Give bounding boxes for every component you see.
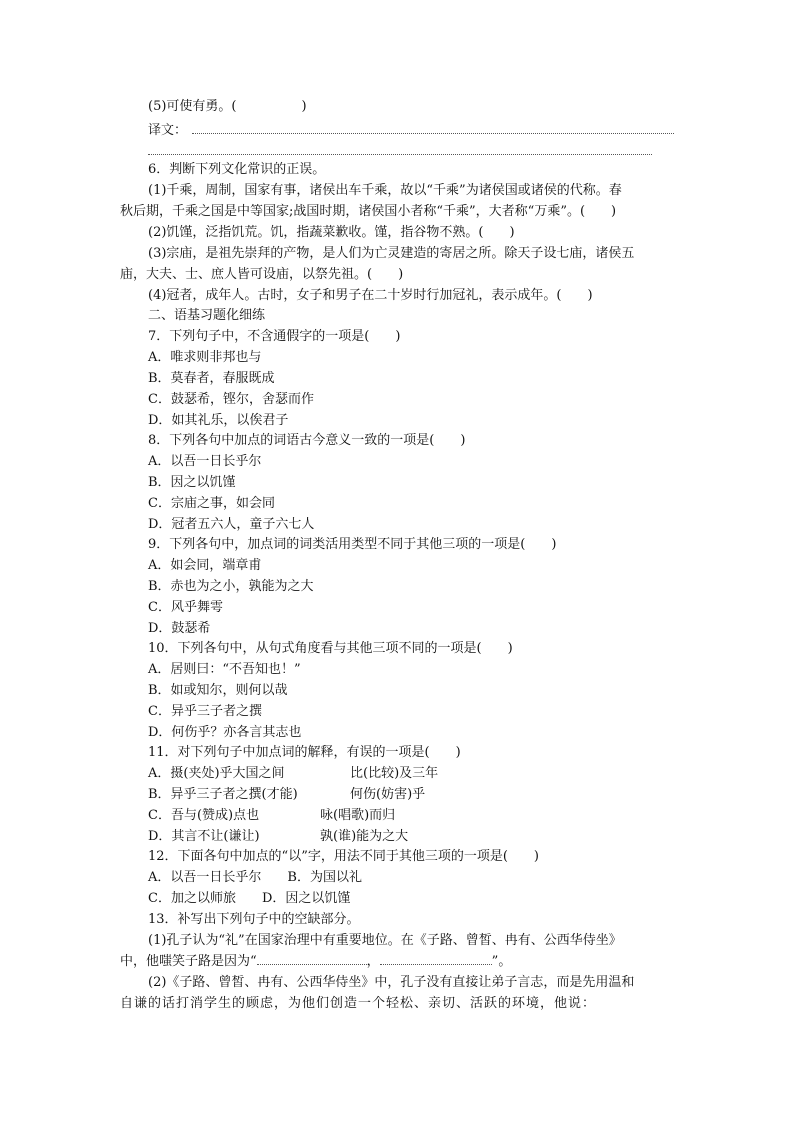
q6-item-3a: (3)宗庙，是祖先崇拜的产物，是人们为亡灵建造的寄居之所。除天子设七庙，诸侯五 <box>148 246 635 261</box>
q13-blank-1[interactable] <box>257 952 367 965</box>
q5-item: (5)可使有勇。( ) <box>148 99 307 114</box>
q11-option-d-part2: 孰(谁)能为之大 <box>320 829 409 844</box>
translation-answer-line-1[interactable] <box>192 133 674 134</box>
q13-item-1b <box>120 952 694 971</box>
q12-stem: 12．下面各句中加点的“以”字，用法不同于其他三项的一项是( ) <box>148 849 539 864</box>
q8-option-b[interactable]: B．因之以饥馑 <box>148 475 236 490</box>
q13-stem: 13．补写出下列句子中的空缺部分。 <box>148 912 360 927</box>
q13-item-2b: 自谦的话打消学生的顾虑，为他们创造一个轻松、亲切、活跃的环境，他说： <box>120 996 597 1011</box>
q13-item-1b-prefix: 中，他嗤笑子路是因为“ <box>120 954 257 969</box>
q9-option-b[interactable]: B．赤也为之小，孰能为之大 <box>148 579 314 594</box>
q8-option-d[interactable]: D．冠者五六人，童子六七人 <box>148 517 315 532</box>
q7-option-c[interactable]: C．鼓瑟希，铿尔，舍瑟而作 <box>148 392 314 407</box>
q11-option-a-part2: 比(比较)及三年 <box>350 766 439 781</box>
q8-option-c[interactable]: C．宗庙之事，如会同 <box>148 496 275 511</box>
q11-stem: 11．对下列句子中加点词的解释，有误的一项是( ) <box>148 745 461 760</box>
q7-option-a[interactable]: A．唯求则非邦也与 <box>148 350 262 365</box>
q13-item-2a: (2)《子路、曾皙、冉有、公西华侍坐》中，孔子没有直接让弟子言志，而是先用温和 <box>148 975 635 990</box>
q6-item-2: (2)饥馑，泛指饥荒。饥，指蔬菜歉收。馑，指谷物不熟。( ) <box>148 225 515 240</box>
q12-options-ab[interactable]: A．以吾一日长乎尔 B．为国以礼 <box>148 870 362 885</box>
q10-option-a[interactable]: A．居则曰：“不吾知也！” <box>148 662 301 677</box>
q11-option-c-part2: 咏(唱歌)而归 <box>320 808 396 823</box>
q9-stem: 9．下列各句中，加点词的词类活用类型不同于其他三项的一项是( ) <box>148 537 557 552</box>
q11-option-d-part1: D．其言不让(谦让) <box>148 829 260 844</box>
q6-stem: 6．判断下列文化常识的正误。 <box>148 162 326 177</box>
q9-option-d[interactable]: D．鼓瑟希 <box>148 621 211 636</box>
q8-option-a[interactable]: A．以吾一日长乎尔 <box>148 454 262 469</box>
q6-item-4: (4)冠者，成年人。古时，女子和男子在二十岁时行加冠礼，表示成年。( ) <box>148 288 593 303</box>
q13-item-1a: (1)孔子认为“礼”在国家治理中有重要地位。在《子路、曾皙、冉有、公西华侍坐》 <box>148 933 622 948</box>
q9-option-c[interactable]: C．风乎舞雩 <box>148 600 223 615</box>
q7-option-d[interactable]: D．如其礼乐，以俟君子 <box>148 413 289 428</box>
q9-option-a[interactable]: A．如会同，端章甫 <box>148 558 262 573</box>
q12-options-cd[interactable]: C．加之以师旅 D．因之以饥馑 <box>148 891 351 906</box>
q6-item-3b: 庙，大夫、士、庶人皆可设庙，以祭先祖。( ) <box>120 267 404 282</box>
q10-option-c[interactable]: C．异乎三子者之撰 <box>148 704 262 719</box>
q8-stem: 8．下列各句中加点的词语古今意义一致的一项是( ) <box>148 433 466 448</box>
q13-item-1b-suffix: ”。 <box>491 954 512 969</box>
section-2-heading: 二、语基习题化细练 <box>148 308 266 323</box>
q13-blank-2[interactable] <box>380 952 492 965</box>
q7-option-b[interactable]: B．莫春者，春服既成 <box>148 371 275 386</box>
q11-option-a-part1: A．摄(夹处)乎大国之间 <box>148 766 285 781</box>
q11-option-b-part2: 何伤(妨害)乎 <box>350 787 426 802</box>
q13-item-1b-comma: ， <box>366 954 380 969</box>
translation-label: 译文： <box>148 123 188 138</box>
q10-stem: 10．下列各句中，从句式角度看与其他三项不同的一项是( ) <box>148 641 513 656</box>
q10-option-b[interactable]: B．如或知尔，则何以哉 <box>148 683 288 698</box>
translation-answer-line-2[interactable] <box>148 154 652 155</box>
q11-option-c-part1: C．吾与(赞成)点也 <box>148 808 260 823</box>
q11-option-b-part1: B．异乎三子者之撰(才能) <box>148 787 298 802</box>
q6-item-1b: 秋后期，千乘之国是中等国家;战国时期，诸侯国小者称“千乘”，大者称“万乘”。( ) <box>120 204 617 219</box>
q6-item-1a: (1)千乘，周制，国家有事，诸侯出车千乘，故以“千乘”为诸侯国或诸侯的代称。春 <box>148 183 622 198</box>
q10-option-d[interactable]: D．何伤乎？亦各言其志也 <box>148 725 302 740</box>
q7-stem: 7．下列句子中，不含通假字的一项是( ) <box>148 329 401 344</box>
